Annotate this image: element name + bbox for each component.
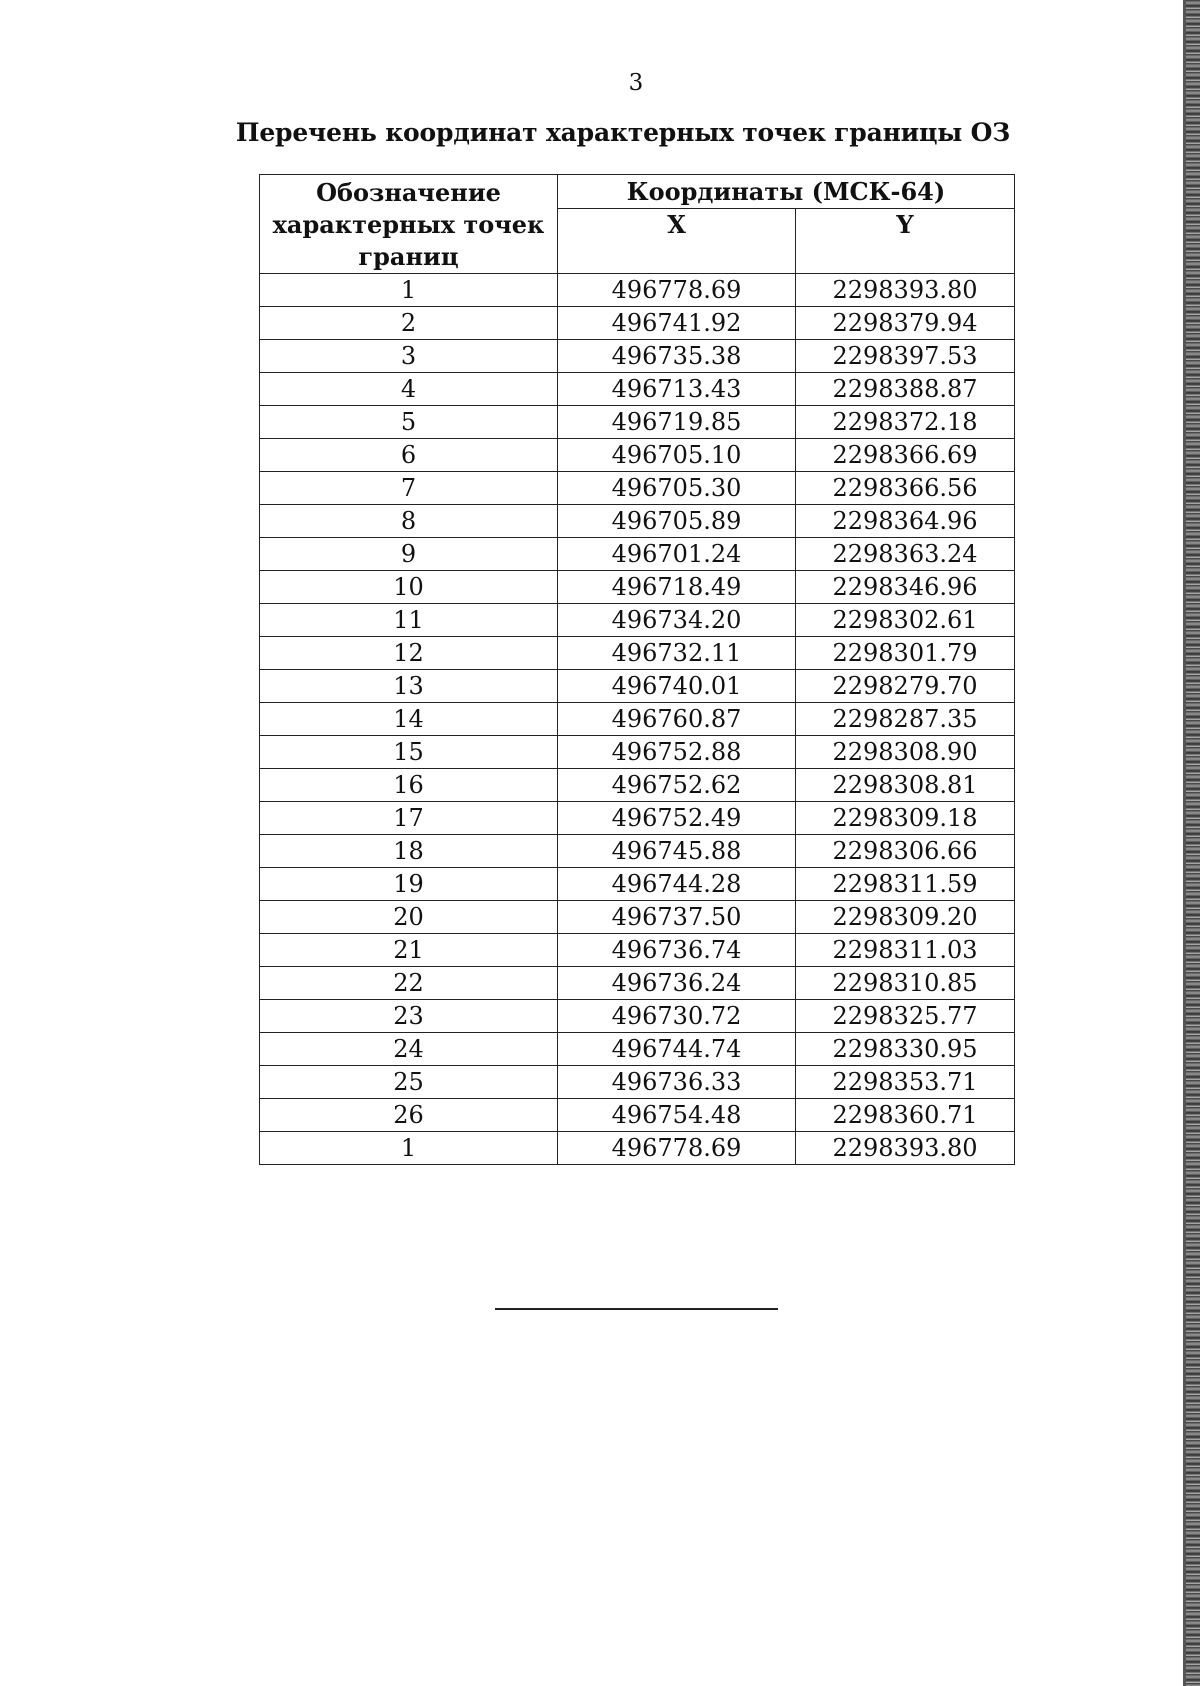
x-cell: 496752.88 [558, 736, 796, 769]
table-row [260, 703, 1015, 736]
y-cell: 2298302.61 [796, 604, 1015, 637]
table-row [260, 637, 1015, 670]
x-cell: 496718.49 [558, 571, 796, 604]
table-body [260, 274, 1015, 1165]
x-cell: 496705.30 [558, 472, 796, 505]
table-row [260, 373, 1015, 406]
table-row [260, 307, 1015, 340]
y-cell: 2298393.80 [796, 274, 1015, 307]
page-number: 3 [628, 70, 644, 96]
point-cell: 16 [260, 769, 558, 802]
x-cell: 496754.48 [558, 1099, 796, 1132]
table-row [260, 835, 1015, 868]
point-cell: 11 [260, 604, 558, 637]
x-cell: 496744.28 [558, 868, 796, 901]
point-cell: 10 [260, 571, 558, 604]
point-cell: 2 [260, 307, 558, 340]
table-row [260, 604, 1015, 637]
table-row [260, 1033, 1015, 1066]
point-cell: 26 [260, 1099, 558, 1132]
y-cell: 2298360.71 [796, 1099, 1015, 1132]
table-row [260, 1099, 1015, 1132]
y-cell: 2298325.77 [796, 1000, 1015, 1033]
point-cell: 1 [260, 274, 558, 307]
x-cell: 496735.38 [558, 340, 796, 373]
point-cell: 1 [260, 1132, 558, 1165]
table-row [260, 670, 1015, 703]
y-cell: 2298363.24 [796, 538, 1015, 571]
y-cell: 2298366.69 [796, 439, 1015, 472]
y-cell: 2298388.87 [796, 373, 1015, 406]
x-cell: 496734.20 [558, 604, 796, 637]
point-cell: 21 [260, 934, 558, 967]
x-cell: 496737.50 [558, 901, 796, 934]
x-cell: 496740.01 [558, 670, 796, 703]
y-cell: 2298310.85 [796, 967, 1015, 1000]
header-designation: Обозначение характерных точек границ [260, 175, 558, 274]
point-cell: 17 [260, 802, 558, 835]
x-cell: 496741.92 [558, 307, 796, 340]
x-cell: 496752.49 [558, 802, 796, 835]
point-cell: 25 [260, 1066, 558, 1099]
x-cell: 496713.43 [558, 373, 796, 406]
table-row [260, 505, 1015, 538]
point-cell: 23 [260, 1000, 558, 1033]
header-coordinates: Координаты (МСК-64) [558, 175, 1015, 209]
point-cell: 19 [260, 868, 558, 901]
x-cell: 496736.24 [558, 967, 796, 1000]
x-cell: 496719.85 [558, 406, 796, 439]
y-cell: 2298393.80 [796, 1132, 1015, 1165]
y-cell: 2298309.20 [796, 901, 1015, 934]
x-cell: 496744.74 [558, 1033, 796, 1066]
table-row [260, 571, 1015, 604]
point-cell: 5 [260, 406, 558, 439]
y-cell: 2298301.79 [796, 637, 1015, 670]
x-cell: 496705.89 [558, 505, 796, 538]
point-cell: 6 [260, 439, 558, 472]
x-cell: 496730.72 [558, 1000, 796, 1033]
point-cell: 14 [260, 703, 558, 736]
x-cell: 496778.69 [558, 274, 796, 307]
point-cell: 12 [260, 637, 558, 670]
point-cell: 18 [260, 835, 558, 868]
point-cell: 7 [260, 472, 558, 505]
page-title: Перечень координат характерных точек границы ОЗ [235, 118, 1011, 147]
y-cell: 2298379.94 [796, 307, 1015, 340]
y-cell: 2298346.96 [796, 571, 1015, 604]
table-row [260, 967, 1015, 1000]
x-cell: 496760.87 [558, 703, 796, 736]
y-cell: 2298397.53 [796, 340, 1015, 373]
point-cell: 3 [260, 340, 558, 373]
point-cell: 8 [260, 505, 558, 538]
table-row [260, 736, 1015, 769]
table-row [260, 472, 1015, 505]
table-row [260, 340, 1015, 373]
x-cell: 496778.69 [558, 1132, 796, 1165]
table-row [260, 769, 1015, 802]
table-row [260, 274, 1015, 307]
x-cell: 496705.10 [558, 439, 796, 472]
y-cell: 2298309.18 [796, 802, 1015, 835]
table-row [260, 1000, 1015, 1033]
point-cell: 22 [260, 967, 558, 1000]
table-row [260, 1132, 1015, 1165]
table-row [260, 538, 1015, 571]
table-row [260, 439, 1015, 472]
header-x: X [558, 209, 796, 274]
point-cell: 13 [260, 670, 558, 703]
table-row [260, 868, 1015, 901]
table-row [260, 1066, 1015, 1099]
table-row [260, 802, 1015, 835]
table-row [260, 406, 1015, 439]
y-cell: 2298353.71 [796, 1066, 1015, 1099]
header-y: Y [796, 209, 1015, 274]
table-row [260, 901, 1015, 934]
y-cell: 2298366.56 [796, 472, 1015, 505]
table-header [260, 175, 1015, 274]
coordinates-table [259, 174, 1015, 1165]
y-cell: 2298330.95 [796, 1033, 1015, 1066]
y-cell: 2298311.59 [796, 868, 1015, 901]
x-cell: 496736.33 [558, 1066, 796, 1099]
y-cell: 2298364.96 [796, 505, 1015, 538]
point-cell: 20 [260, 901, 558, 934]
point-cell: 24 [260, 1033, 558, 1066]
point-cell: 9 [260, 538, 558, 571]
y-cell: 2298372.18 [796, 406, 1015, 439]
y-cell: 2298279.70 [796, 670, 1015, 703]
x-cell: 496752.62 [558, 769, 796, 802]
y-cell: 2298308.90 [796, 736, 1015, 769]
y-cell: 2298287.35 [796, 703, 1015, 736]
table-row [260, 934, 1015, 967]
y-cell: 2298308.81 [796, 769, 1015, 802]
point-cell: 4 [260, 373, 558, 406]
x-cell: 496701.24 [558, 538, 796, 571]
signature-line [495, 1308, 778, 1310]
y-cell: 2298311.03 [796, 934, 1015, 967]
x-cell: 496745.88 [558, 835, 796, 868]
x-cell: 496736.74 [558, 934, 796, 967]
scan-edge [1186, 0, 1200, 1686]
x-cell: 496732.11 [558, 637, 796, 670]
point-cell: 15 [260, 736, 558, 769]
y-cell: 2298306.66 [796, 835, 1015, 868]
